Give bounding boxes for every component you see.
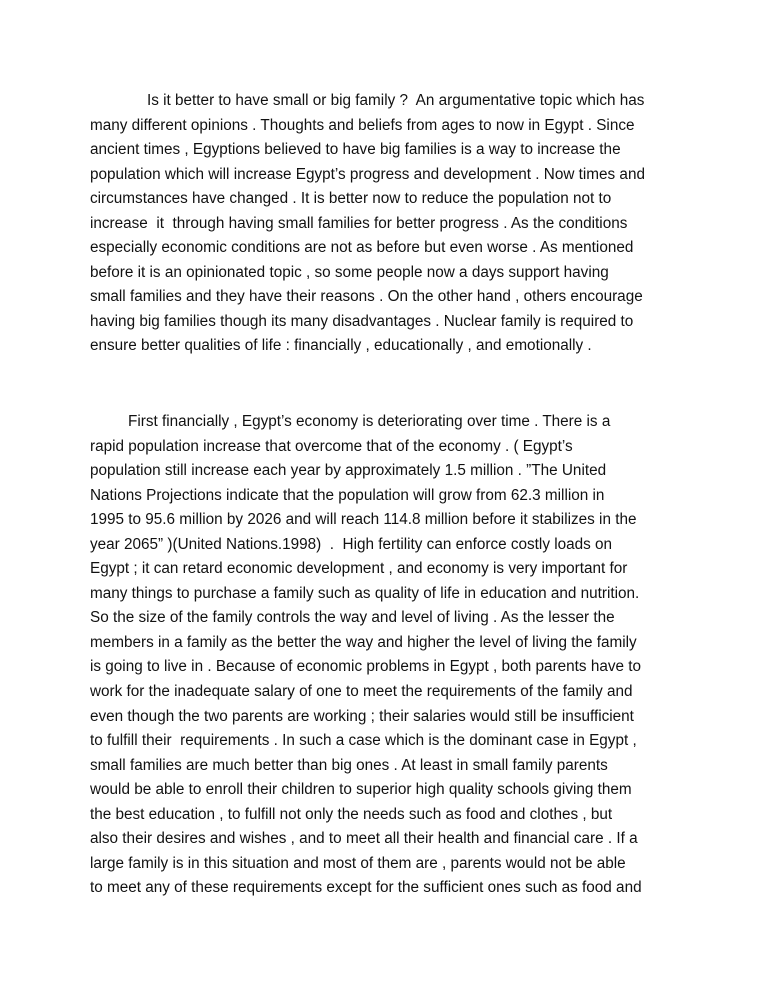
text-line: having big families though its many disadvantages . Nuclear family is required to [90, 312, 634, 330]
text-line: circumstances have changed . It is better now to reduce the population not to [90, 190, 612, 208]
text-line: is going to live in . Because of economic problems in Egypt , both parents have to [90, 658, 642, 676]
text-line: also their desires and wishes , and to meet all their health and financial care . If a [90, 830, 638, 848]
text-line: increase it through having small families for better progress . As the conditions [90, 214, 628, 232]
text-line: So the size of the family controls the way and level of living . As the lesser the [90, 609, 615, 627]
text-line: even though the two parents are working ; their salaries would still be insufficient [90, 707, 634, 725]
text-line: would be able to enroll their children to superior high quality schools giving them [90, 781, 632, 799]
text-line: large family is in this situation and most of them are , parents would not be able [90, 854, 626, 872]
text-line: rapid population increase that overcome that of the economy . ( Egypt’s [90, 437, 573, 455]
text-line: First financially , Egypt’s economy is deteriorating over time . There is a [128, 413, 611, 430]
text-line: ancient times , Egyptions believed to have big families is a way to increase the [90, 141, 621, 159]
paragraph-intro [90, 89, 690, 359]
text-line: year 2065” )(United Nations.1998) . High fertility can enforce costly loads on [90, 535, 613, 553]
text-line: Nations Projections indicate that the population will grow from 62.3 million in [90, 486, 605, 504]
text-line: the best education , to fulfill not only the needs such as food and clothes , but [90, 805, 613, 823]
text-line: Egypt ; it can retard economic development , and economy is very important for [90, 560, 628, 578]
text-line: 1995 to 95.6 million by 2026 and will reach 114.8 million before it stabilizes in the [90, 511, 637, 529]
text-line: Is it better to have small or big family ? An argumentative topic which has [147, 92, 645, 109]
text-line: many things to purchase a family such as quality of life in education and nutrition. [90, 584, 640, 602]
text-line: many different opinions . Thoughts and beliefs from ages to now in Egypt . Since [90, 116, 635, 134]
text-line: small families are much better than big ones . At least in small family parents [90, 756, 608, 774]
text-line: population which will increase Egypt’s progress and development . Now times and [90, 165, 645, 183]
text-line: members in a family as the better the way and higher the level of living the family [90, 633, 637, 651]
text-line: work for the inadequate salary of one to meet the requirements of the family and [90, 683, 633, 701]
text-line: small families and they have their reasons . On the other hand , others encourage [90, 288, 643, 306]
text-line: ensure better qualities of life : financially , educationally , and emotionally . [90, 337, 592, 355]
paragraph-financial [90, 410, 690, 901]
text-line: to meet any of these requirements except for the sufficient ones such as food and [90, 879, 642, 897]
text-line: especially economic conditions are not as before but even worse . As mentioned [90, 239, 634, 257]
text-line: to fulfill their requirements . In such a case which is the dominant case in Egypt , [90, 732, 637, 750]
text-line: population still increase each year by approximately 1.5 million . ”The United [90, 462, 607, 480]
text-line: before it is an opinionated topic , so some people now a days support having [90, 263, 609, 281]
